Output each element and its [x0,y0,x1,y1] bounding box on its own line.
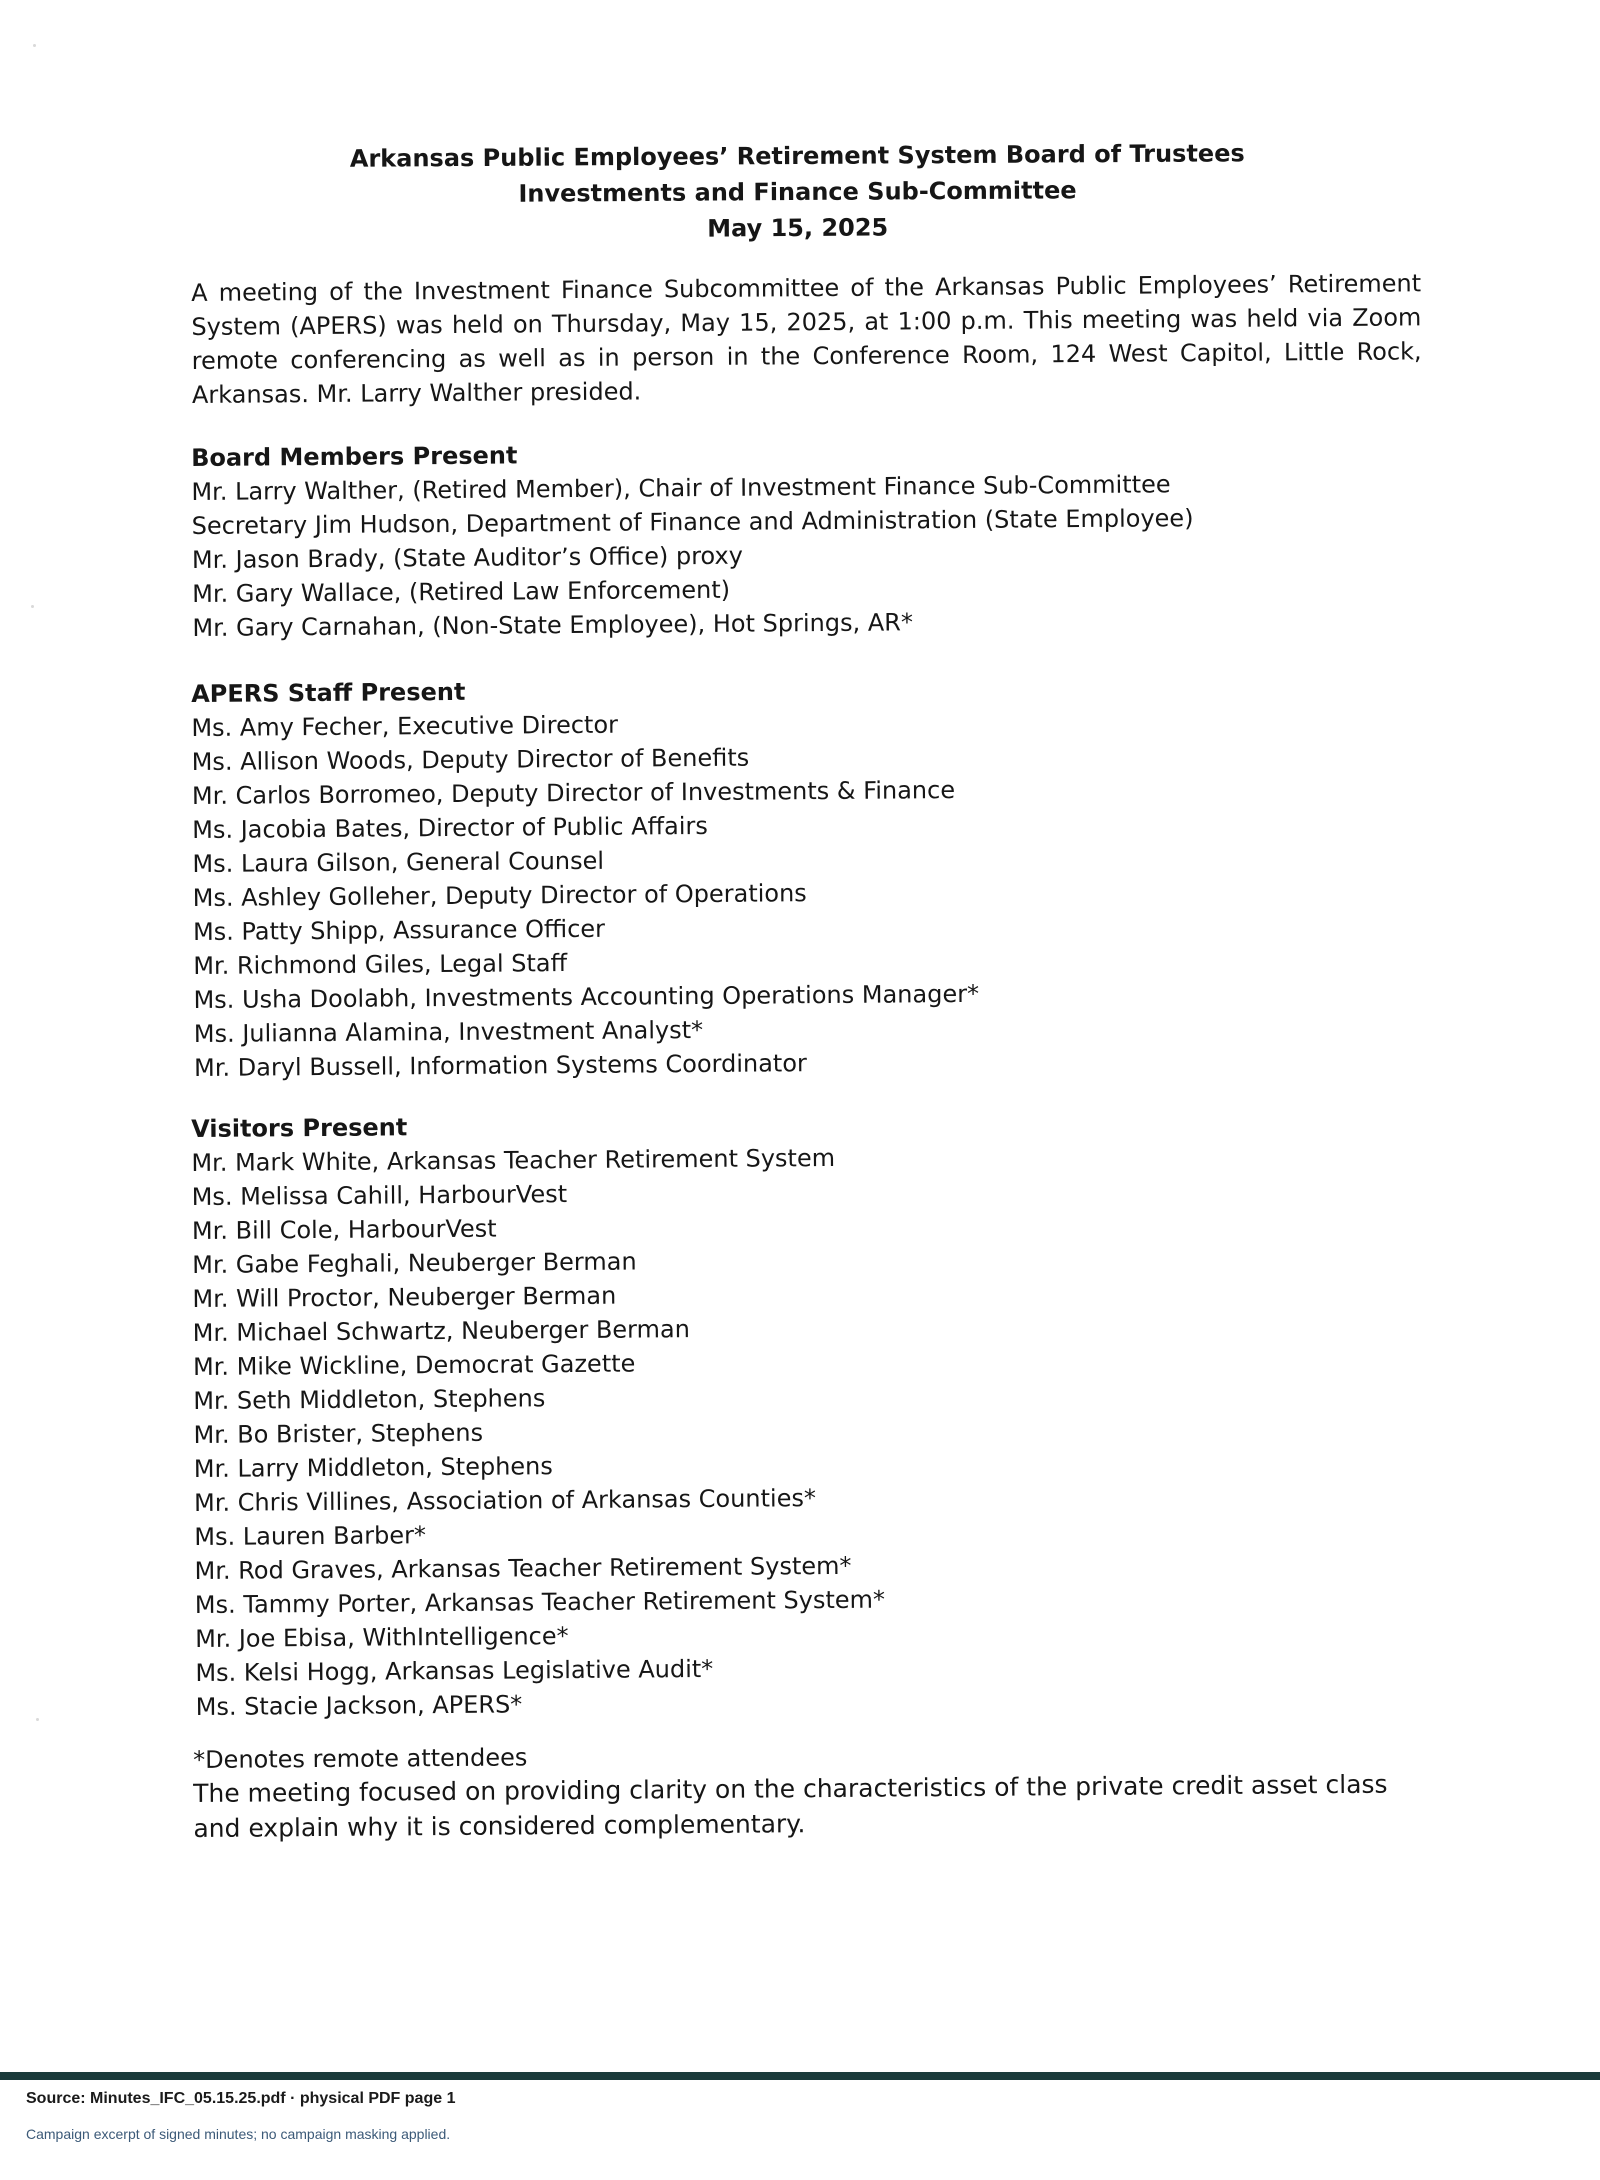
visitor-item: Mr. Larry Middleton, Stephens [193,1452,553,1483]
staff-item: Ms. Patty Shipp, Assurance Officer [192,914,606,946]
staff-item: Ms. Allison Woods, Deputy Director of Benefits [191,743,750,776]
visitor-item: Ms. Tammy Porter, Arkansas Teacher Retirement System* [194,1585,886,1619]
footer-divider [0,2072,1600,2080]
visitor-item: Ms. Melissa Cahill, HarbourVest [191,1180,568,1211]
visitor-item: Ms. Lauren Barber* [194,1521,427,1551]
board-member-item: Secretary Jim Hudson, Department of Finance and Administration (State Employee) [191,504,1194,540]
staff-item: Ms. Usha Doolabh, Investments Accounting Operations Manager* [193,979,980,1014]
visitor-item: Mr. Joe Ebisa, WithIntelligence* [195,1622,569,1653]
visitor-item: Mr. Bo Brister, Stephens [193,1418,484,1449]
staff-item: Ms. Amy Fecher, Executive Director [191,710,619,742]
staff-item: Ms. Jacobia Bates, Director of Public Affairs [192,811,708,844]
intro-paragraph: A meeting of the Investment Finance Subcommittee of the Arkansas Public Employees’ Retirement System (APERS) was held on Thursday, May 15, 2025, at 1:00 p.m. This meeting was held via Zoom remote conferencing as well as in person in the Conference Room, 124 West Capitol, Little Rock, Arkansas. Mr. Larry Walther presided. [191,269,1422,409]
scan-speck [36,1718,39,1721]
header-organization: Arkansas Public Employees’ Retirement System Board of Trustees [349,139,1245,173]
section-heading: Board Members Present [191,441,518,472]
scan-speck [33,44,36,47]
header-committee: Investments and Finance Sub-Committee [518,176,1077,208]
visitors-section [191,1103,1296,1724]
visitor-item: Mr. Mike Wickline, Democrat Gazette [192,1349,636,1381]
document-header [0,133,1600,251]
visitor-item: Mr. Bill Cole, HarbourVest [191,1214,497,1245]
visitor-item: Mr. Seth Middleton, Stephens [193,1384,546,1415]
board-member-item: Mr. Jason Brady, (State Auditor’s Office) proxy [191,541,743,574]
visitor-item: Ms. Kelsi Hogg, Arkansas Legislative Audit* [195,1654,714,1687]
meeting-summary: The meeting focused on providing clarity on the characteristics of the private credit asset class and explain why it is considered complementary. [193,1769,1388,1843]
staff-item: Ms. Ashley Golleher, Deputy Director of Operations [192,879,807,912]
visitor-item: Mr. Gabe Feghali, Neuberger Berman [192,1247,637,1279]
visitor-item: Ms. Stacie Jackson, APERS* [195,1690,523,1721]
visitor-item: Mr. Rod Graves, Arkansas Teacher Retirement System* [194,1551,852,1585]
staff-item: Mr. Richmond Giles, Legal Staff [193,949,568,980]
visitor-item: Mr. Will Proctor, Neuberger Berman [192,1281,617,1313]
footer-note: Campaign excerpt of signed minutes; no campaign masking applied. [26,2126,451,2142]
section-heading: APERS Staff Present [191,677,466,708]
section-heading: Visitors Present [191,1113,408,1143]
staff-section [191,668,1294,1085]
visitor-item: Mr. Mark White, Arkansas Teacher Retirement System [191,1143,836,1177]
visitor-item: Mr. Michael Schwartz, Neuberger Berman [192,1315,690,1347]
remote-attendees-note: *Denotes remote attendees [193,1743,528,1774]
visitor-item: Mr. Chris Villines, Association of Arkansas Counties* [193,1484,817,1517]
staff-item: Mr. Daryl Bussell, Information Systems Coordinator [193,1049,807,1082]
staff-item: Ms. Laura Gilson, General Counsel [192,846,605,878]
staff-item: Mr. Carlos Borromeo, Deputy Director of Investments & Finance [191,776,956,810]
scan-speck [31,605,34,608]
footer-source: Source: Minutes_IFC_05.15.25.pdf · physical PDF page 1 [26,2090,456,2107]
board-member-item: Mr. Gary Wallace, (Retired Law Enforcement) [192,575,731,608]
board-member-item: Mr. Larry Walther, (Retired Member), Chair of Investment Finance Sub-Committee [191,470,1171,506]
board-member-item: Mr. Gary Carnahan, (Non-State Employee), Hot Springs, AR* [192,608,913,642]
board-members-section [191,432,1293,645]
header-date: May 15, 2025 [707,213,889,243]
staff-item: Ms. Julianna Alamina, Investment Analyst* [193,1015,704,1048]
